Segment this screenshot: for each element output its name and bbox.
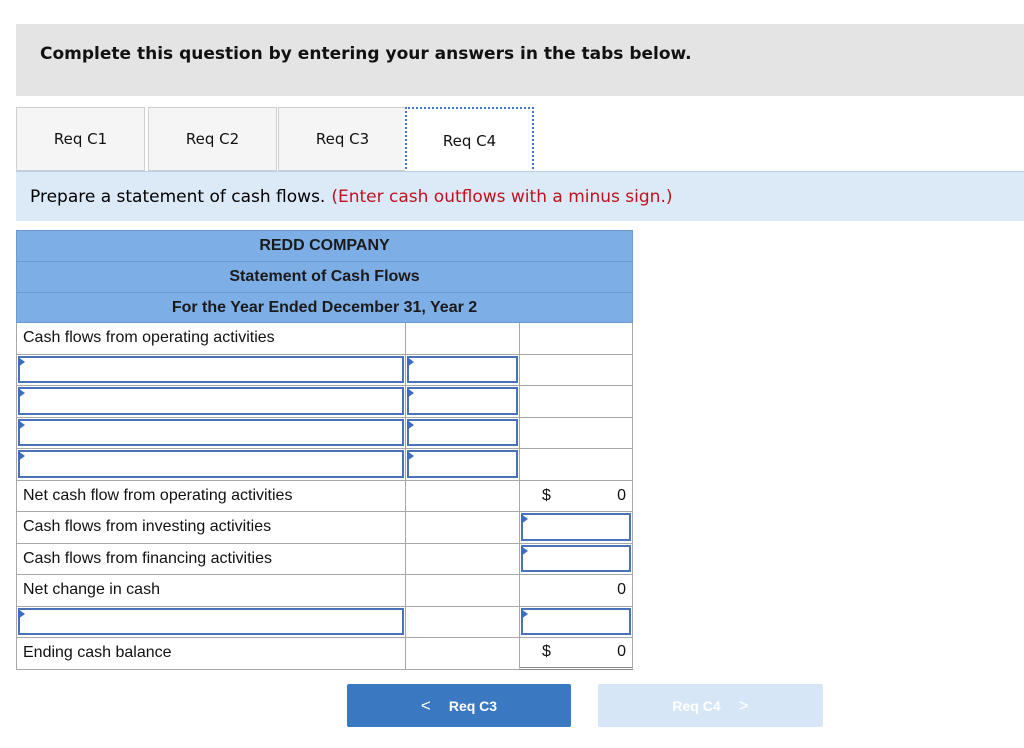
dropdown-arrow-icon	[407, 357, 414, 367]
instructions-banner	[16, 24, 1024, 96]
next-tab-label: Req C4	[672, 697, 721, 714]
operating-item-1-amount-input[interactable]	[405, 355, 519, 387]
table-row	[16, 481, 633, 513]
tab-req-c1[interactable]: Req C1	[16, 107, 145, 171]
company-name: REDD COMPANY	[16, 230, 633, 261]
net-change-label: Net change in cash	[16, 575, 405, 607]
instruction-bar	[16, 171, 1024, 221]
dropdown-arrow-icon	[18, 609, 25, 619]
ending-cash-currency: $	[542, 643, 551, 661]
next-tab-button[interactable]	[598, 684, 823, 727]
table-row	[16, 544, 633, 576]
beginning-cash-label-input[interactable]	[16, 607, 405, 639]
chevron-left-icon: <	[420, 695, 431, 715]
previous-tab-label: Req C3	[448, 697, 498, 714]
tab-req-c3[interactable]: Req C3	[278, 107, 407, 171]
net-change-value: 0	[617, 581, 626, 599]
tab-req-c2[interactable]: Req C2	[148, 107, 277, 171]
table-row	[16, 449, 633, 481]
statement-period: For the Year Ended December 31, Year 2	[16, 292, 633, 323]
investing-label: Cash flows from investing activities	[16, 512, 405, 544]
ending-cash-value: 0	[617, 643, 626, 661]
dropdown-arrow-icon	[407, 420, 414, 430]
dropdown-arrow-icon	[18, 388, 25, 398]
financing-label: Cash flows from financing activities	[16, 544, 405, 576]
operating-item-1-label-input[interactable]	[16, 355, 405, 387]
net-operating-label: Net cash flow from operating activities	[16, 481, 405, 513]
table-row	[16, 607, 633, 639]
table-row	[16, 418, 633, 450]
instruction-text: Prepare a statement of cash flows.	[30, 186, 326, 207]
dropdown-arrow-icon	[521, 609, 528, 619]
previous-tab-button[interactable]	[347, 684, 571, 727]
tab-req-c4[interactable]: Req C4	[405, 107, 534, 173]
net-operating-value: 0	[617, 486, 626, 504]
dropdown-arrow-icon	[18, 357, 25, 367]
table-row	[16, 355, 633, 387]
table-row	[16, 638, 633, 670]
dropdown-arrow-icon	[521, 546, 528, 556]
table-row	[16, 323, 633, 355]
cash-flow-statement	[16, 230, 633, 670]
dropdown-arrow-icon	[521, 514, 528, 524]
dropdown-arrow-icon	[18, 420, 25, 430]
operating-item-4-amount-input[interactable]	[405, 449, 519, 481]
dropdown-arrow-icon	[18, 451, 25, 461]
operating-header-label: Cash flows from operating activities	[16, 323, 405, 355]
instruction-note: (Enter cash outflows with a minus sign.)	[331, 186, 673, 207]
chevron-right-icon: >	[738, 695, 749, 715]
banner-text: Complete this question by entering your answers in the tabs below.	[40, 44, 692, 64]
table-row	[16, 386, 633, 418]
statement-title: Statement of Cash Flows	[16, 261, 633, 292]
operating-item-3-amount-input[interactable]	[405, 418, 519, 450]
table-row	[16, 575, 633, 607]
operating-item-2-amount-input[interactable]	[405, 386, 519, 418]
net-operating-currency: $	[542, 486, 551, 504]
investing-amount-input[interactable]	[519, 512, 633, 544]
operating-item-3-label-input[interactable]	[16, 418, 405, 450]
table-row	[16, 512, 633, 544]
ending-cash-label: Ending cash balance	[16, 638, 405, 670]
dropdown-arrow-icon	[407, 388, 414, 398]
operating-item-2-label-input[interactable]	[16, 386, 405, 418]
beginning-cash-amount-input[interactable]	[519, 607, 633, 639]
dropdown-arrow-icon	[407, 451, 414, 461]
financing-amount-input[interactable]	[519, 544, 633, 576]
operating-item-4-label-input[interactable]	[16, 449, 405, 481]
